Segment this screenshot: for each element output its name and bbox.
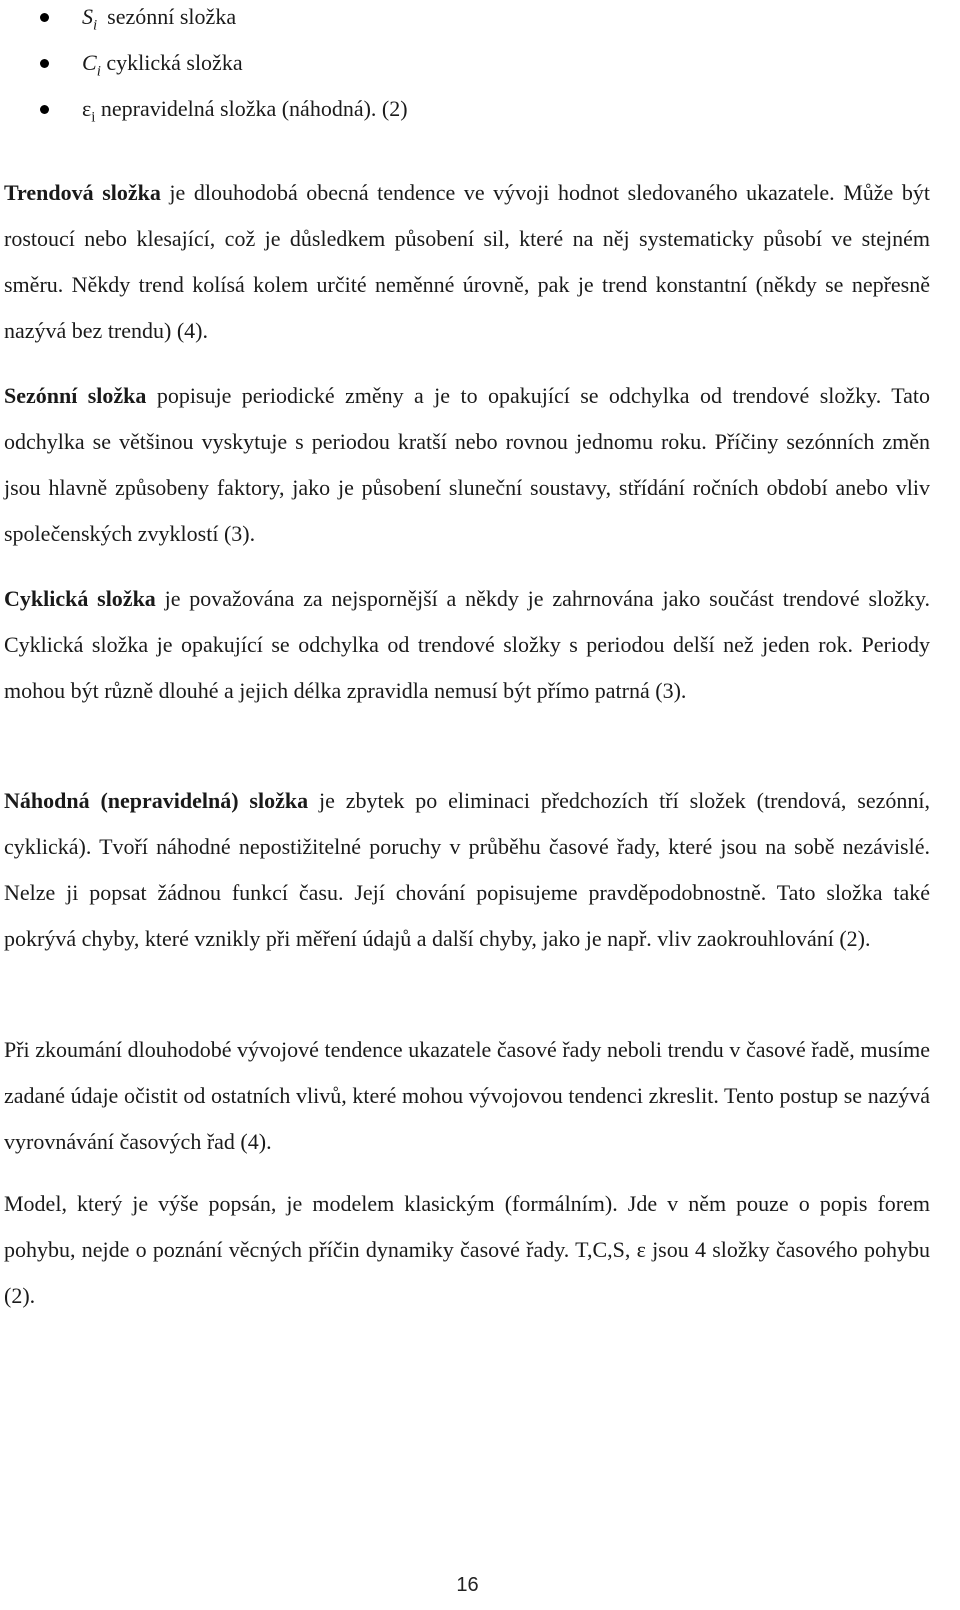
component-list (0, 0, 930, 132)
bullet-icon (40, 105, 49, 114)
bullet-icon (40, 59, 49, 68)
term-cyclical: Cyklická složka (4, 586, 156, 611)
paragraph-cyclical (4, 576, 930, 714)
paragraph-seasonal (4, 373, 930, 557)
component-symbol: $S_i$ (82, 4, 98, 34)
term-seasonal: Sezónní složka (4, 383, 147, 408)
component-symbol: $C_i$ (82, 50, 101, 80)
paragraph-text: je dlouhodobá obecná tendence ve vývoji hodnot sledovaného ukazatele. Může být rostoucí nebo klesající, což je důsledkem působení sil, které na něj systematicky působí ve stejném směru. Někdy trend kolísá kolem určité neměnné úrovně, pak je trend konstantní (někdy se nepřesně nazývá bez trendu) (4). (4, 180, 930, 343)
component-label: sezónní složka (107, 4, 237, 29)
paragraph-research (4, 1027, 930, 1165)
term-random: Náhodná (nepravidelná) složka (4, 788, 309, 813)
paragraph-text: Model, který je výše popsán, je modelem klasickým (formálním). Jde v něm pouze o popis forem pohybu, nejde o poznání věcných příčin dynamiky časové řady. T,C,S, ε jsou 4 složky časového pohybu (2). (4, 1191, 930, 1308)
paragraph-model (4, 1181, 930, 1319)
component-symbol: $\varepsilon_i$ (82, 96, 96, 126)
paragraph-text: je považována za nejspornější a někdy je zahrnována jako součást trendové složky. Cyklická složka je opakující se odchylka od trendové složky s periodou delší než jeden rok. Periody mohou být různě dlouhé a jejich délka zpravidla nemusí být přímo patrná (3). (4, 586, 930, 703)
component-label: cyklická složka (106, 50, 243, 75)
bullet-icon (40, 13, 49, 22)
list-item (0, 86, 930, 132)
component-label: nepravidelná složka (náhodná). (2) (100, 96, 408, 121)
paragraph-text: je zbytek po eliminaci předchozích tří složek (trendová, sezónní, cyklická). Tvoří náhodné nepostižitelné poruchy v průběhu časové řady, které jsou na sobě nezávislé. Nelze ji popsat žádnou funkcí času. Její chování popisujeme pravděpodobnostně. Tato složka také pokrývá chyby, které vznikly při měření údajů a další chyby, jako je např. vliv zaokrouhlování (2). (4, 788, 930, 951)
paragraph-text: Při zkoumání dlouhodobé vývojové tendence ukazatele časové řady neboli trendu v časové řadě, musíme zadané údaje očistit od ostatních vlivů, které mohou vývojovou tendenci zkreslit. Tento postup se nazývá vyrovnávání časových řad (4). (4, 1037, 930, 1154)
paragraph-trend (4, 170, 930, 354)
paragraph-random (4, 778, 930, 962)
page-number: 16 (456, 1574, 479, 1596)
list-item (0, 40, 930, 86)
term-trend: Trendová složka (4, 180, 161, 205)
list-item (0, 0, 930, 40)
paragraph-text: popisuje periodické změny a je to opakující se odchylka od trendové složky. Tato odchylka se většinou vyskytuje s periodou kratší nebo rovnou jednomu roku. Příčiny sezónních změn jsou hlavně způsobeny faktory, jako je působení sluneční soustavy, střídání ročních období anebo vliv společenských zvyklostí (3). (4, 383, 930, 546)
